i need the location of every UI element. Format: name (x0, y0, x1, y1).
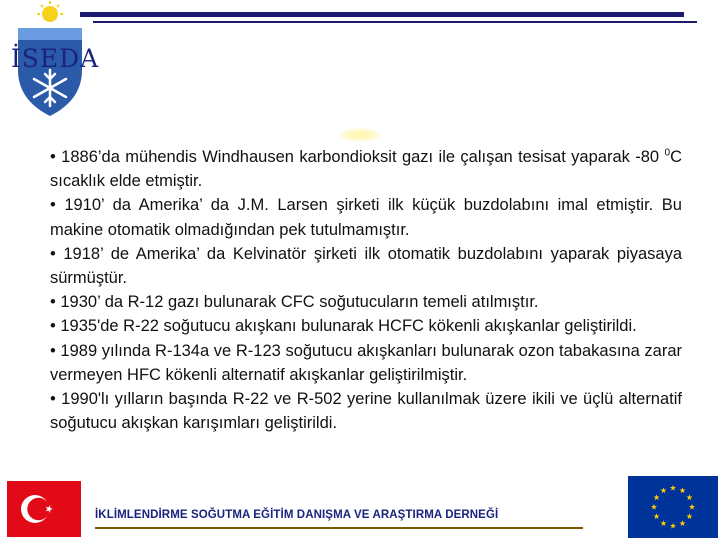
header-rule-top (80, 12, 684, 17)
turkey-flag-icon (7, 481, 81, 537)
eu-flag-icon (628, 476, 718, 538)
bullet-item: • 1910’ da Amerika’ da J.M. Larsen şirketi ilk küçük buzdolabını imal etmiştir. Bu makine otomatik olmadığından pek tutulmamıştır. (50, 196, 682, 239)
bullet-item: • 1918’ de Amerika’ da Kelvinatör şirketi ilk otomatik buzdolabını yaparak piyasaya sürmüştür. (50, 244, 682, 288)
footer-organization-name: İKLİMLENDİRME SOĞUTMA EĞİTİM DANIŞMA VE ARAŞTIRMA DERNEĞİ (95, 509, 499, 521)
bullet-item: • 1990'lı yılların başında R-22 ve R-502 yerine kullanılmak üzere ikili ve üçlü alternatif soğutucu akışkan karışımları geliştirildi. (50, 390, 682, 433)
bullet-text-1886: • 1886’da mühendis Windhausen karbondioksit gazı ile çalışan tesisat yaparak -80 (50, 148, 665, 166)
footer-underline (95, 527, 583, 529)
degree-superscript: 0 (664, 147, 671, 159)
history-bullet-list (50, 145, 682, 435)
bullet-item: • 1930’ da R-12 gazı bulunarak CFC soğutucuların temeli atılmıştır. (50, 293, 539, 312)
bullet-item: • 1989 yılında R-134a ve R-123 soğutucu akışkanları bulunarak ozon tabakasına zarar vermeyen HFC kökenli alternatif akışkanlar geliştirilmiştir. (50, 341, 682, 384)
sun-icon (37, 1, 63, 22)
bullet-item (50, 145, 682, 193)
header-rule-bottom (93, 21, 697, 23)
bullet-text-1886-end: C sıcaklık elde etmiştir. (50, 148, 682, 191)
main-content (50, 145, 682, 435)
bullet-item: • 1935'de R-22 soğutucu akışkanı bulunarak HCFC kökenli akışkanlar geliştirildi. (50, 317, 637, 336)
decorative-glow (338, 128, 382, 142)
iseda-logo (0, 0, 110, 118)
logo-text: İSEDA (10, 44, 100, 73)
